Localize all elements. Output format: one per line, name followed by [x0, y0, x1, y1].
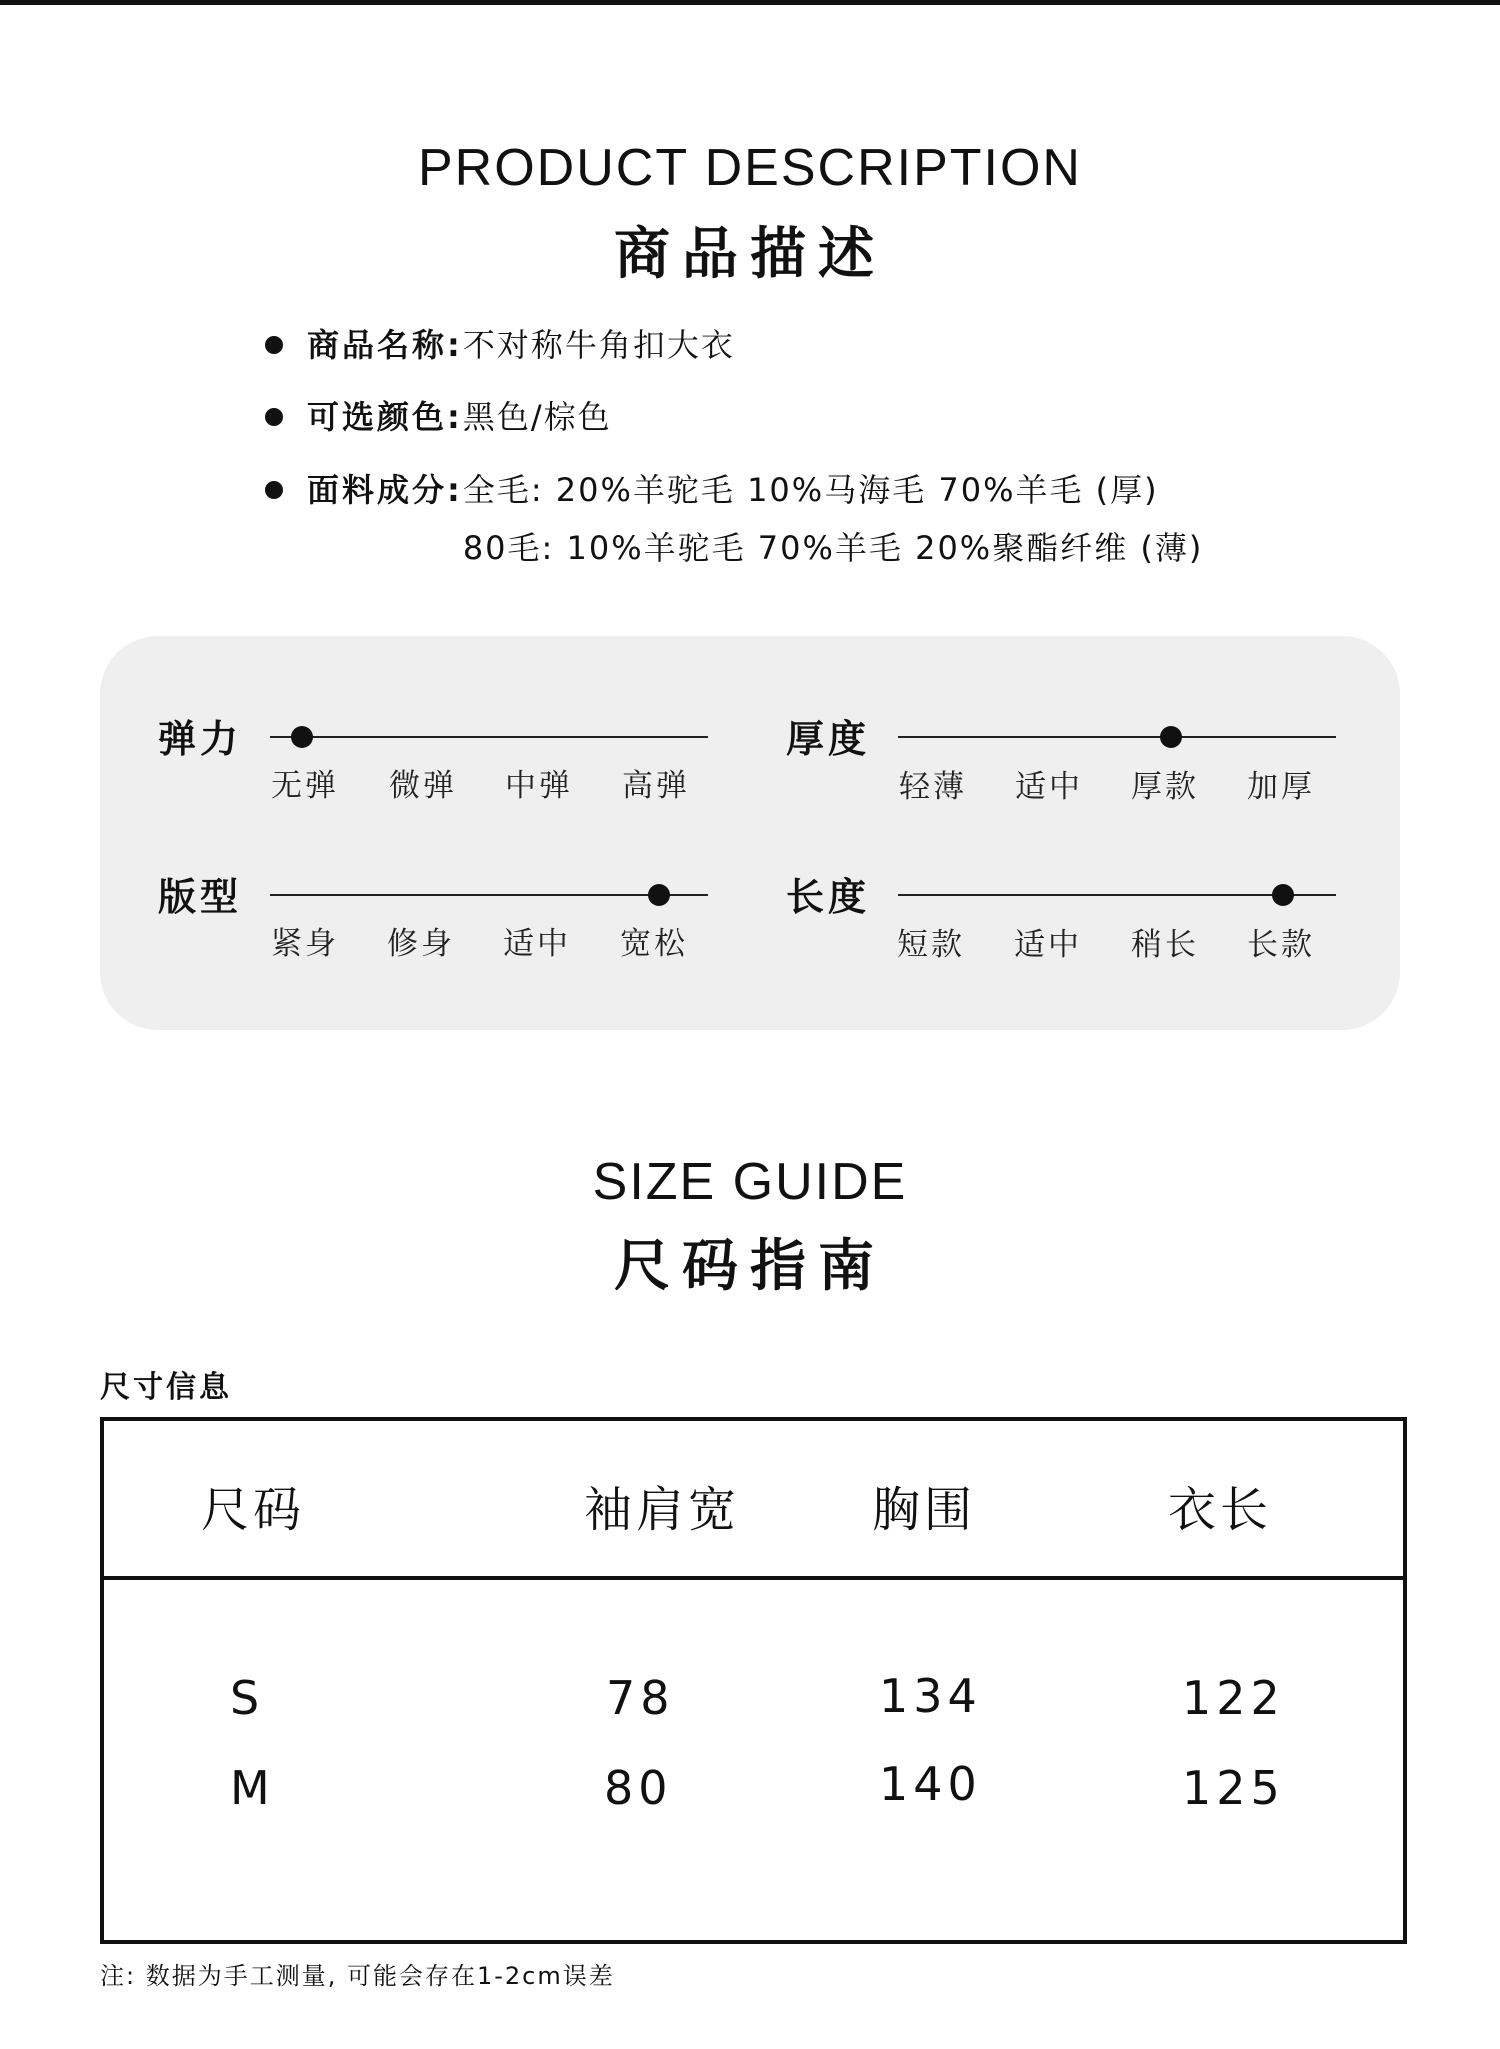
thickness-option: 厚款: [1131, 769, 1199, 805]
fit-option: 紧身: [271, 926, 339, 962]
size-table: [100, 1417, 1407, 1944]
length-option: 稍长: [1131, 927, 1199, 963]
fit-marker: [648, 884, 670, 906]
bullet-icon: [265, 481, 283, 499]
chest-cell: 134: [879, 1669, 982, 1723]
thickness-option: 加厚: [1247, 769, 1315, 805]
length-label: 长度: [786, 875, 871, 919]
elasticity-track: [270, 736, 708, 738]
length-cell: 125: [1182, 1761, 1285, 1815]
table-header-chest: 胸围: [872, 1482, 977, 1538]
attribute-panel: [100, 636, 1400, 1030]
elasticity-option: 微弹: [389, 768, 457, 804]
size-info-caption: 尺寸信息: [100, 1370, 232, 1405]
thickness-label: 厚度: [786, 717, 871, 761]
thickness-option: 适中: [1015, 769, 1083, 805]
thickness-option: 轻薄: [899, 769, 967, 805]
table-header-length: 衣长: [1168, 1482, 1273, 1538]
fit-option: 宽松: [620, 926, 688, 962]
table-header-divider: [104, 1576, 1403, 1580]
size-cell: M: [230, 1761, 275, 1815]
table-header-shoulder: 袖肩宽: [584, 1482, 741, 1538]
color-value: 黑色/棕色: [462, 398, 612, 436]
bullet-icon: [265, 336, 283, 354]
length-track: [898, 894, 1336, 896]
color-label: 可选颜色:: [307, 398, 463, 436]
product-name-row: [265, 323, 735, 367]
fit-track: [270, 894, 708, 896]
fit-option: 修身: [387, 926, 455, 962]
chest-cell: 140: [879, 1757, 982, 1811]
size-cell: S: [230, 1671, 265, 1725]
table-header-size: 尺码: [201, 1482, 306, 1538]
length-cell: 122: [1182, 1671, 1285, 1725]
top-divider: [0, 0, 1500, 5]
elasticity-option: 高弹: [622, 768, 690, 804]
fit-option: 适中: [503, 926, 571, 962]
shoulder-cell: 78: [606, 1671, 675, 1725]
fabric-line-80-wool: 80毛: 10%羊驼毛 70%羊毛 20%聚酯纤维 (薄): [462, 529, 1204, 567]
bullet-icon: [265, 408, 283, 426]
thickness-track: [898, 736, 1336, 738]
fabric-row: [265, 468, 1203, 570]
product-name-value: 不对称牛角扣大衣: [462, 326, 735, 364]
elasticity-option: 无弹: [271, 768, 339, 804]
measurement-note: 注: 数据为手工测量, 可能会存在1-2cm误差: [100, 1962, 615, 1990]
color-row: [265, 395, 612, 439]
elasticity-option: 中弹: [505, 768, 573, 804]
length-option: 长款: [1247, 927, 1315, 963]
product-name-label: 商品名称:: [307, 326, 463, 364]
shoulder-cell: 80: [604, 1761, 673, 1815]
elasticity-marker: [291, 726, 313, 748]
length-marker: [1272, 884, 1294, 906]
size-guide-title-en: SIZE GUIDE: [592, 1153, 908, 1211]
thickness-marker: [1160, 726, 1182, 748]
fabric-label: 面料成分:: [307, 471, 463, 509]
fit-label: 版型: [158, 875, 243, 919]
length-option: 适中: [1014, 927, 1082, 963]
product-description-title-cn: 商品描述: [614, 222, 886, 287]
product-description-title-en: PRODUCT DESCRIPTION: [418, 139, 1082, 197]
fabric-composition: [463, 468, 1204, 570]
size-guide-title-cn: 尺码指南: [614, 1234, 886, 1299]
fabric-line-full-wool: 全毛: 20%羊驼毛 10%马海毛 70%羊毛 (厚): [462, 471, 1159, 509]
elasticity-label: 弹力: [158, 717, 243, 761]
length-option: 短款: [897, 927, 965, 963]
